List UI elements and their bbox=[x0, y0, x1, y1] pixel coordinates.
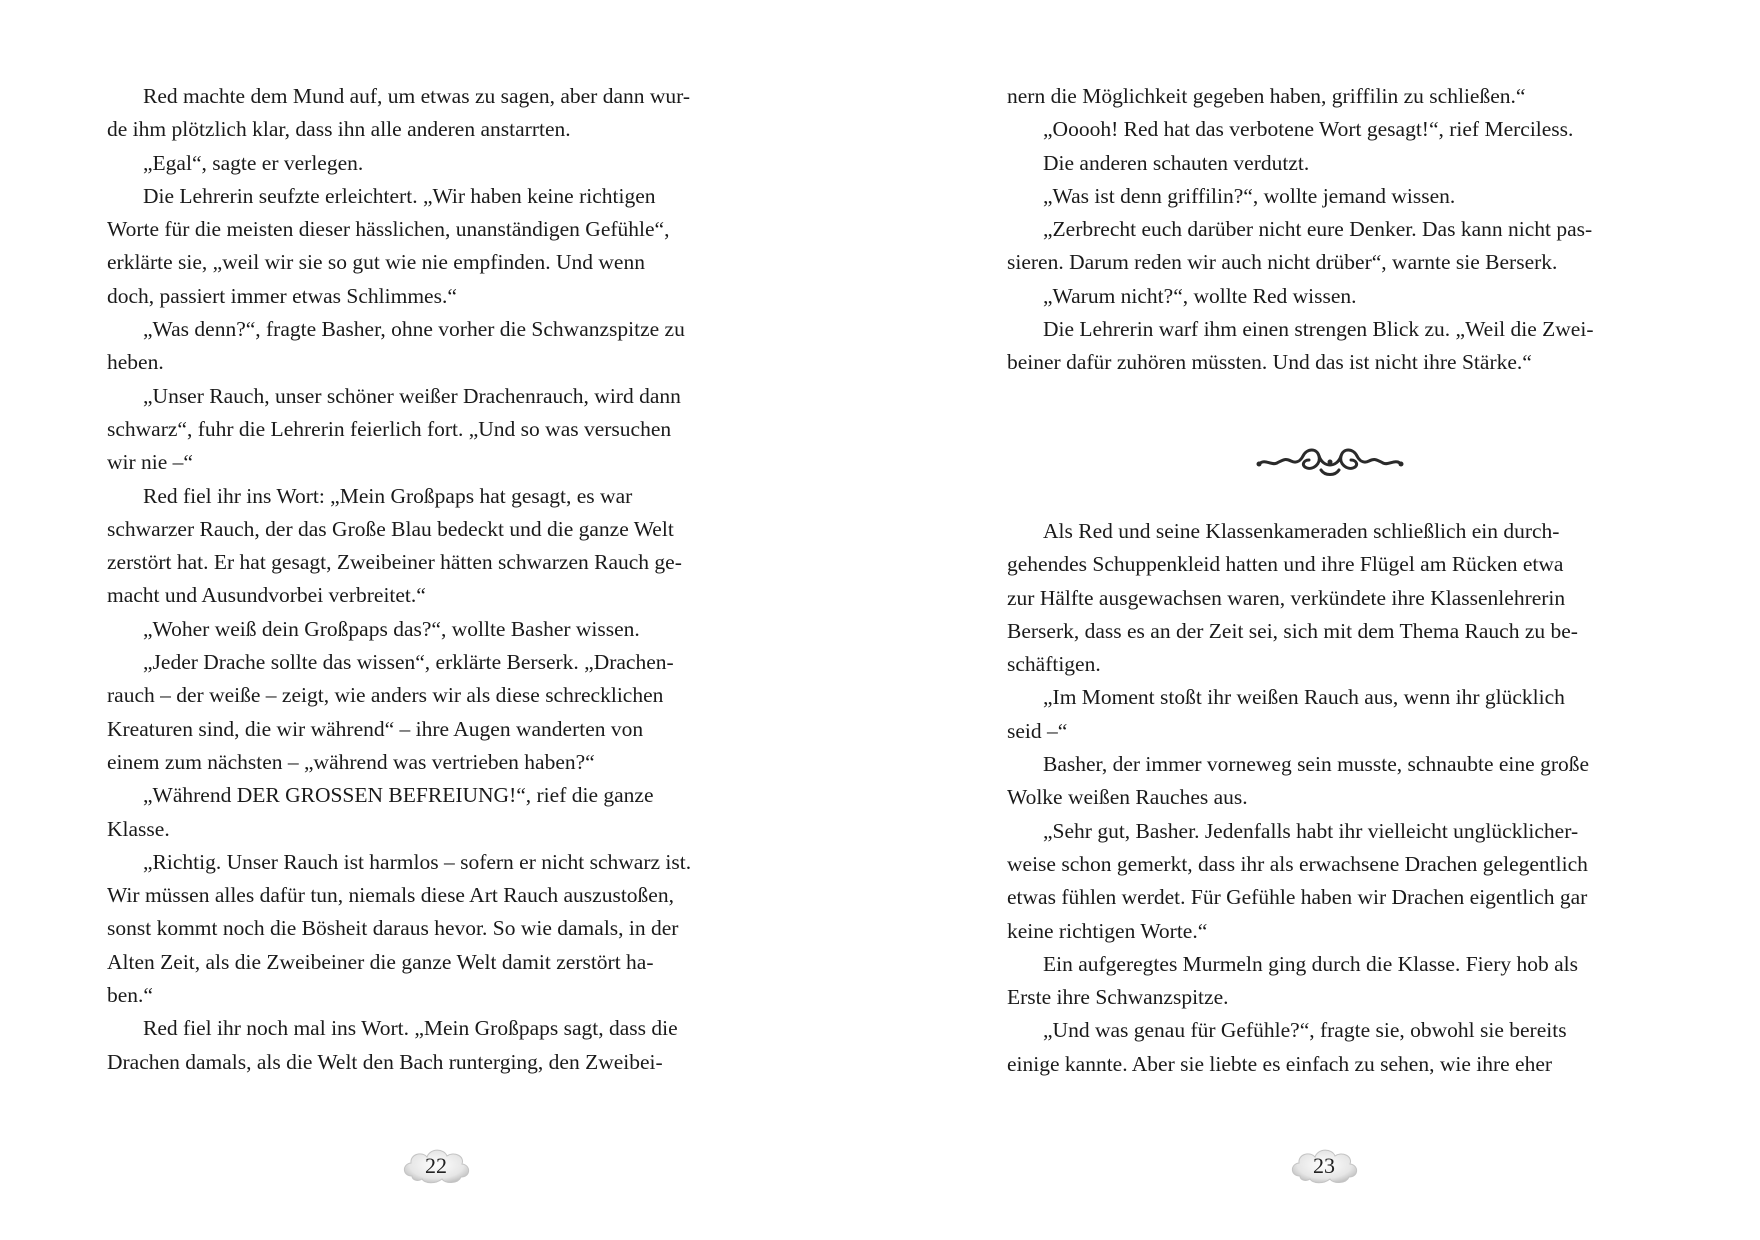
right-page-body-upper bbox=[1007, 80, 1667, 380]
text-line: Red fiel ihr ins Wort: „Mein Großpaps hat gesagt, es war bbox=[143, 483, 633, 508]
text-line: „Was denn?“, fragte Basher, ohne vorher die Schwanzspitze zu bbox=[143, 317, 685, 342]
right-page bbox=[880, 0, 1760, 1240]
page-number: 22 bbox=[425, 1153, 447, 1178]
flourish-ornament-icon bbox=[1255, 438, 1405, 486]
text-line: gehendes Schuppenkleid hatten und ihre Flügel am Rücken etwa bbox=[1007, 552, 1564, 577]
text-line: Die Lehrerin warf ihm einen strengen Blick zu. „Weil die Zwei- bbox=[1043, 317, 1594, 342]
right-page-body-lower bbox=[1007, 515, 1667, 1081]
text-line: „Im Moment stoßt ihr weißen Rauch aus, wenn ihr glücklich bbox=[1043, 685, 1565, 710]
text-line: „Unser Rauch, unser schöner weißer Drachenrauch, wird dann bbox=[143, 383, 681, 408]
text-line: „Egal“, sagte er verlegen. bbox=[143, 150, 364, 175]
text-line: Wolke weißen Rauches aus. bbox=[1007, 785, 1248, 810]
text-line: zerstört hat. Er hat gesagt, Zweibeiner hätten schwarzen Rauch ge- bbox=[107, 550, 682, 575]
text-line: „Ooooh! Red hat das verbotene Wort gesagt!“, rief Merciless. bbox=[1043, 117, 1574, 142]
text-line: einem zum nächsten – „während was vertrieben haben?“ bbox=[107, 749, 595, 774]
text-line: nern die Möglichkeit gegeben haben, griffilin zu schließen.“ bbox=[1007, 84, 1526, 108]
text-line: Erste ihre Schwanzspitze. bbox=[1007, 985, 1229, 1010]
text-line: Berserk, dass es an der Zeit sei, sich mit dem Thema Rauch zu be- bbox=[1007, 618, 1578, 643]
text-line: keine richtigen Worte.“ bbox=[1007, 918, 1208, 943]
text-line: Die Lehrerin seufzte erleichtert. „Wir haben keine richtigen bbox=[143, 183, 656, 208]
left-page-body bbox=[107, 80, 767, 1079]
text-line: Drachen damals, als die Welt den Bach runterging, den Zweibei- bbox=[107, 1049, 663, 1074]
page-number-badge bbox=[398, 1142, 474, 1190]
text-line: „Zerbrecht euch darüber nicht eure Denker. Das kann nicht pas- bbox=[1043, 217, 1593, 242]
text-line: „Woher weiß dein Großpaps das?“, wollte Basher wissen. bbox=[143, 616, 640, 641]
text-line: Red fiel ihr noch mal ins Wort. „Mein Großpaps sagt, dass die bbox=[143, 1016, 678, 1041]
page-number-badge bbox=[1286, 1142, 1362, 1190]
text-line: Klasse. bbox=[107, 816, 170, 841]
text-line: sonst kommt noch die Bösheit daraus hevor. So wie damals, in der bbox=[107, 916, 679, 941]
text-line: beiner dafür zuhören müssten. Und das ist nicht ihre Stärke.“ bbox=[1007, 350, 1532, 375]
text-line: seid –“ bbox=[1007, 718, 1068, 743]
text-line: „Und was genau für Gefühle?“, fragte sie, obwohl sie bereits bbox=[1043, 1018, 1567, 1043]
text-line: schwarzer Rauch, der das Große Blau bedeckt und die ganze Welt bbox=[107, 516, 674, 541]
text-line: „Warum nicht?“, wollte Red wissen. bbox=[1043, 283, 1357, 308]
text-line: Ein aufgeregtes Murmeln ging durch die Klasse. Fiery hob als bbox=[1043, 951, 1578, 976]
text-line: sieren. Darum reden wir auch nicht drüber“, warnte sie Berserk. bbox=[1007, 250, 1558, 275]
text-line: „Was ist denn griffilin?“, wollte jemand wissen. bbox=[1043, 183, 1456, 208]
text-line: de ihm plötzlich klar, dass ihn alle anderen anstarrten. bbox=[107, 117, 571, 142]
text-line: weise schon gemerkt, dass ihr als erwachsene Drachen gelegentlich bbox=[1007, 851, 1588, 876]
text-line: Die anderen schauten verdutzt. bbox=[1043, 150, 1310, 175]
text-line: „Während DER GROSSEN BEFREIUNG!“, rief die ganze bbox=[143, 783, 654, 808]
text-line: schäftigen. bbox=[1007, 652, 1101, 677]
text-line: rauch – der weiße – zeigt, wie anders wir als diese schrecklichen bbox=[107, 683, 664, 708]
text-line: Als Red und seine Klassenkameraden schließlich ein durch- bbox=[1043, 519, 1560, 543]
text-line: wir nie –“ bbox=[107, 450, 193, 475]
text-line: „Sehr gut, Basher. Jedenfalls habt ihr vielleicht unglücklicher- bbox=[1043, 818, 1579, 843]
text-line: Kreaturen sind, die wir während“ – ihre Augen wanderten von bbox=[107, 716, 644, 741]
text-line: „Richtig. Unser Rauch ist harmlos – sofern er nicht schwarz ist. bbox=[143, 849, 692, 874]
text-line: schwarz“, fuhr die Lehrerin feierlich fort. „Und so was versuchen bbox=[107, 416, 672, 441]
text-line: Red machte dem Mund auf, um etwas zu sagen, aber dann wur- bbox=[143, 84, 691, 108]
page-number: 23 bbox=[1313, 1153, 1335, 1178]
text-line: Worte für die meisten dieser hässlichen, unanständigen Gefühle“, bbox=[107, 217, 670, 242]
text-line: ben.“ bbox=[107, 983, 153, 1008]
text-line: erklärte sie, „weil wir sie so gut wie nie empfinden. Und wenn bbox=[107, 250, 645, 275]
text-line: „Jeder Drache sollte das wissen“, erklärte Berserk. „Drachen- bbox=[143, 650, 674, 675]
text-line: macht und Ausundvorbei verbreitet.“ bbox=[107, 583, 426, 608]
text-line: zur Hälfte ausgewachsen waren, verkündete ihre Klassenlehrerin bbox=[1007, 585, 1566, 610]
text-line: einige kannte. Aber sie liebte es einfach zu sehen, wie ihre eher bbox=[1007, 1051, 1553, 1076]
text-line: etwas fühlen werdet. Für Gefühle haben wir Drachen eigentlich gar bbox=[1007, 885, 1588, 910]
text-line: Basher, der immer vorneweg sein musste, schnaubte eine große bbox=[1043, 752, 1590, 777]
text-line: heben. bbox=[107, 350, 164, 375]
text-line: Alten Zeit, als die Zweibeiner die ganze Welt damit zerstört ha- bbox=[107, 949, 654, 974]
text-line: doch, passiert immer etwas Schlimmes.“ bbox=[107, 283, 457, 308]
text-line: Wir müssen alles dafür tun, niemals diese Art Rauch auszustoßen, bbox=[107, 883, 674, 908]
